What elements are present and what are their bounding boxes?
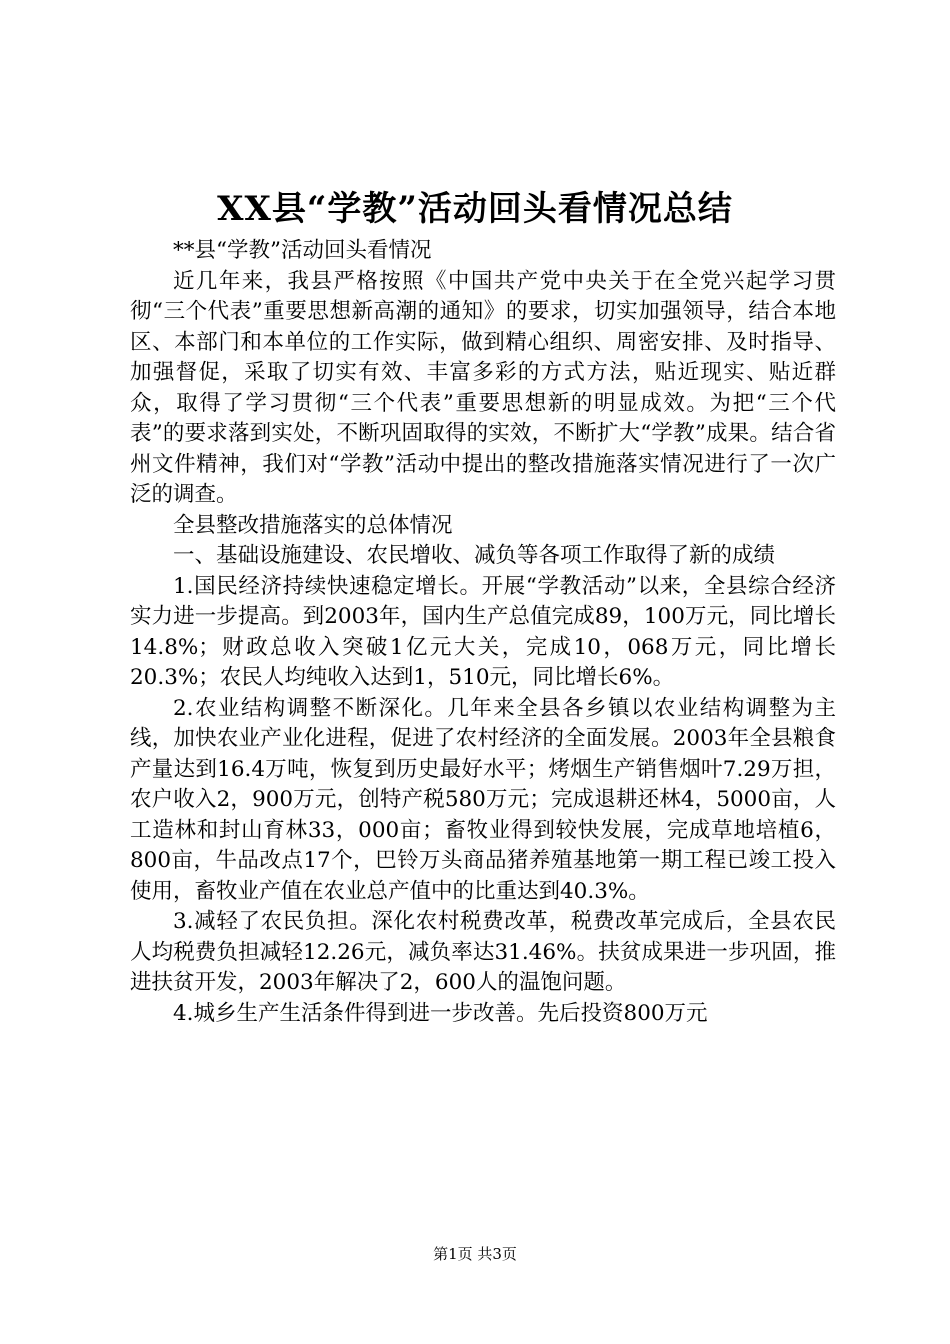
paragraph-heading-one: 一、基础设施建设、农民增收、减负等各项工作取得了新的成绩	[173, 543, 776, 568]
paragraph-section-heading: 全县整改措施落实的总体情况	[173, 512, 453, 538]
document-body	[130, 236, 836, 1029]
paragraph-subtitle: **县“学教”活动回头看情况	[173, 238, 432, 263]
page-footer: 第1页 共3页	[433, 1245, 517, 1263]
document-title: XX县“学教”活动回头看情况总结	[217, 189, 733, 229]
paragraph-item-1: 1.国民经济持续快速稳定增长。开展“学教活动”以来，全县综合经济实力进一步提高。到2003年，国内生产总值完成89，100万元，同比增长14.8%；财政总收入突破1亿元大关，完成10，068万元，同比增长20.3%；农民人均纯收入达到1，510元，同比增长6%。	[130, 573, 836, 690]
paragraph-item-2: 2.农业结构调整不断深化。几年来全县各乡镇以农业结构调整为主线，加快农业产业化进程，促进了农村经济的全面发展。2003年全县粮食产量达到16.4万吨，恢复到历史最好水平；烤烟生产销售烟叶7.29万担，农户收入2，900万元，创特产税580万元；完成退耕还林4，5000亩，人工造林和封山育林33，000亩；畜牧业得到较快发展，完成草地培植6，800亩，牛品改点17个，巴铃万头商品猪养殖基地第一期工程已竣工投入使用，畜牧业产值在农业总产值中的比重达到40.3%。	[130, 695, 836, 904]
paragraph-item-4: 4.城乡生产生活条件得到进一步改善。先后投资800万元	[173, 1000, 708, 1026]
paragraph-item-3: 3.减轻了农民负担。深化农村税费改革，税费改革完成后，全县农民人均税费负担减轻12.26元，减负率达31.46%。扶贫成果进一步巩固，推进扶贫开发，2003年解决了2，600人的温饱问题。	[130, 909, 836, 995]
paragraph-intro: 近几年来，我县严格按照《中国共产党中央关于在全党兴起学习贯彻“三个代表”重要思想新高潮的通知》的要求，切实加强领导，结合本地区、本部门和本单位的工作实际，做到精心组织、周密安排、及时指导、加强督促，采取了切实有效、丰富多彩的方式方法，贴近现实、贴近群众，取得了学习贯彻“三个代表”重要思想新的明显成效。为把“三个代表”的要求落到实处，不断巩固取得的实效，不断扩大“学教”成果。结合省州文件精神，我们对“学教”活动中提出的整改措施落实情况进行了一次广泛的调查。	[130, 268, 836, 507]
